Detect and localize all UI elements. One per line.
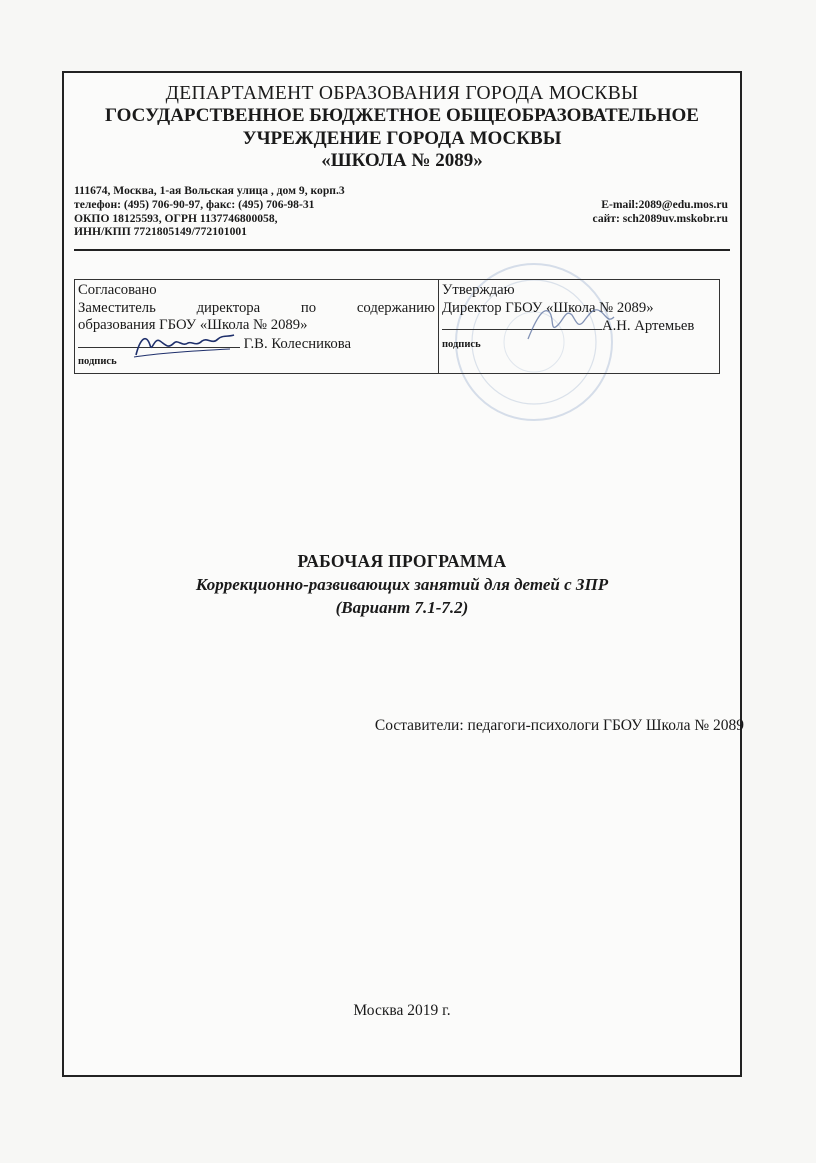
institution-line-1: ГОСУДАРСТВЕННОЕ БЮДЖЕТНОЕ ОБЩЕОБРАЗОВАТЕЛЬНОЕ [105, 105, 699, 126]
approved-name: А.Н. Артемьев [602, 318, 695, 334]
contact-right [593, 198, 728, 226]
address: 111674, Москва, 1-ая Вольская улица , дом 9, корп.3 [74, 184, 345, 197]
agreed-position-line-1: Заместитель директора по содержанию [78, 299, 436, 316]
agreed-name: Г.В. Колесникова [243, 335, 351, 352]
program-title: РАБОЧАЯ ПРОГРАММА [297, 551, 507, 571]
program-subtitle: Коррекционно-развивающих занятий для детей с ЗПР [195, 575, 609, 594]
signature-line [78, 335, 240, 348]
email: E-mail:2089@edu.mos.ru [601, 198, 728, 211]
approval-table [74, 279, 720, 374]
signature-line [442, 317, 602, 330]
website: сайт: sch2089uv.mskobr.ru [592, 211, 728, 225]
approved-sign-caption: подпись [442, 338, 481, 350]
agreed-position-line-2: образования ГБОУ «Школа № 2089» [78, 317, 308, 333]
agreed-cell [75, 280, 439, 374]
approved-signature-line [442, 317, 716, 336]
authors: Составители: педагоги-психологи ГБОУ Школа № 2089 [374, 717, 744, 734]
agreed-heading: Согласовано [78, 282, 157, 298]
school-name: «ШКОЛА № 2089» [321, 150, 483, 171]
agreed-sign-caption: подпись [78, 356, 117, 367]
place-year: Москва 2019 г. [353, 1002, 451, 1019]
document-frame [62, 71, 742, 1077]
contact-block [74, 184, 728, 240]
inn-kpp: ИНН/КПП 7721805149/772101001 [74, 225, 247, 239]
contact-left [74, 184, 345, 239]
okpo-ogrn: ОКПО 18125593, ОГРН 1137746800058, [74, 211, 278, 225]
phone-fax: телефон: (495) 706-90-97, факс: (495) 706-98-31 [74, 197, 315, 211]
approved-position: Директор ГБОУ «Школа № 2089» [442, 299, 654, 316]
approved-cell [439, 280, 720, 374]
header-divider [74, 249, 730, 251]
program-variant: (Вариант 7.1-7.2) [335, 598, 469, 617]
agreed-signature-line [78, 335, 435, 354]
approved-heading: Утверждаю [442, 282, 515, 298]
institution-line-2: УЧРЕЖДЕНИЕ ГОРОДА МОСКВЫ [242, 128, 562, 149]
department-name: ДЕПАРТАМЕНТ ОБРАЗОВАНИЯ ГОРОДА МОСКВЫ [165, 83, 639, 104]
